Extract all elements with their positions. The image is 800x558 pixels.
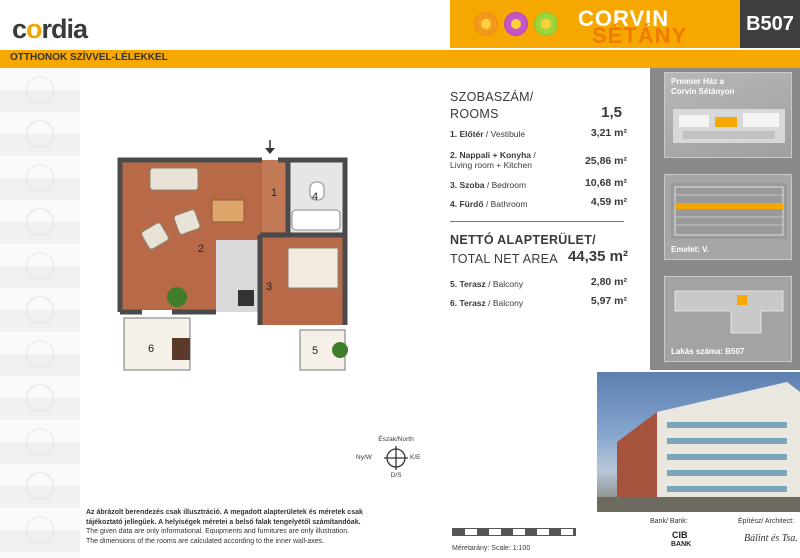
room-1-area: 3,21 m² — [590, 127, 627, 139]
location-panel — [650, 68, 800, 370]
purple-flower-icon — [504, 12, 528, 36]
floor-plan — [112, 140, 357, 375]
balcony-5-label: 5. Terasz / Balcony — [450, 279, 524, 289]
net-area-value: 44,35 m² — [567, 248, 628, 265]
room-4-area: 4,59 m² — [590, 196, 627, 208]
room-4-label: 4. Fürdő / Bathroom — [450, 199, 528, 209]
room-1-label: 1. Előtér / Vestibule — [450, 129, 526, 139]
dining-table — [212, 200, 244, 222]
balcony-plant — [332, 342, 348, 358]
balcony-6-area: 5,97 m² — [590, 295, 627, 307]
cordia-logo: cordia — [12, 14, 88, 44]
bank-logo: CIB — [672, 530, 688, 540]
elevation-drawing — [671, 183, 787, 239]
rooms-value: 1,5 — [601, 104, 622, 121]
room-3-area: 10,68 m² — [584, 177, 627, 189]
compass-east: K/E — [410, 454, 421, 461]
unit-label: Lakás száma: B507 — [671, 347, 745, 356]
site-plan-thumbnail — [664, 72, 792, 158]
bank-logo-sub: BANK — [671, 541, 692, 548]
building-illustration — [597, 372, 800, 512]
sofa — [150, 168, 198, 190]
thumbnail-caption: Premier Ház a Corvin Sétányon — [671, 77, 735, 96]
room-number-5: 5 — [312, 345, 319, 357]
room-number-6: 6 — [148, 343, 155, 355]
site-plan-map — [673, 99, 785, 149]
divider — [450, 221, 624, 222]
compass — [356, 436, 421, 488]
bathtub — [292, 210, 340, 230]
orange-flower-icon — [474, 12, 498, 36]
architect-label: Építész/ Architect: — [738, 518, 795, 525]
scale-bar — [452, 528, 576, 536]
disclaimer: Az ábrázolt berendezés csak illusztráció. A megadott alapterületek és méretek csak tájékoztató jellegűek. A helyiségek méretei a belső falak tengelyétől számítandóak. The given data are only informational. Equipments and furnitures are only illustration. The dimensions of the rooms are calculated according to the inner wall-axes. — [86, 509, 363, 545]
unit-location-plan — [671, 281, 787, 343]
room-2-label: 2. Nappali + Konyha / Living room + Kitchen — [450, 150, 536, 170]
bed — [288, 248, 338, 288]
room-3-label: 3. Szoba / Bedroom — [450, 180, 527, 190]
balcony-6-label: 6. Terasz / Balcony — [450, 298, 524, 308]
unit-location-thumbnail — [664, 276, 792, 362]
elevation-thumbnail — [664, 174, 792, 260]
architect-name: Bálint és Tsa. — [744, 533, 798, 544]
room-number-2: 2 — [198, 243, 205, 255]
rooms-label-en: ROOMS — [450, 107, 499, 121]
apartment-code: B507 — [740, 0, 800, 48]
green-flower-icon — [534, 12, 558, 36]
bank-label: Bank/ Bank: — [650, 518, 688, 525]
compass-south: D/S — [390, 472, 402, 479]
decorative-pattern — [0, 68, 80, 558]
compass-west: Ny/W — [356, 454, 372, 461]
entrance-arrow-icon — [265, 140, 275, 154]
net-area-label-en: TOTAL NET AREA — [450, 252, 558, 266]
plant — [167, 287, 187, 307]
scale-label: Méretarány: Scale: 1:100 — [452, 545, 531, 552]
room-number-4: 4 — [312, 191, 319, 203]
balcony-5-area: 2,80 m² — [590, 276, 627, 288]
slogan: OTTHONOK SZÍVVEL-LÉLEKKEL — [10, 52, 168, 63]
balcony-table — [172, 338, 190, 360]
flower-icons — [474, 12, 558, 36]
compass-north: Észak/North — [378, 436, 414, 443]
brand-title-bottom: SÉTÁNY — [592, 23, 688, 48]
brand-title-top: CORVIN — [578, 6, 670, 31]
room-number-1: 1 — [271, 187, 278, 199]
rooms-label-hu: SZOBASZÁM/ — [450, 90, 534, 104]
compass-rose-icon — [384, 446, 408, 470]
building-photo — [597, 372, 800, 512]
net-area-label-hu: NETTÓ ALAPTERÜLET/ — [450, 233, 596, 247]
stove — [238, 290, 254, 306]
room-2-area: 25,86 m² — [584, 155, 627, 167]
room-number-3: 3 — [266, 281, 273, 293]
floor-label: Emelet: V. — [671, 245, 709, 254]
